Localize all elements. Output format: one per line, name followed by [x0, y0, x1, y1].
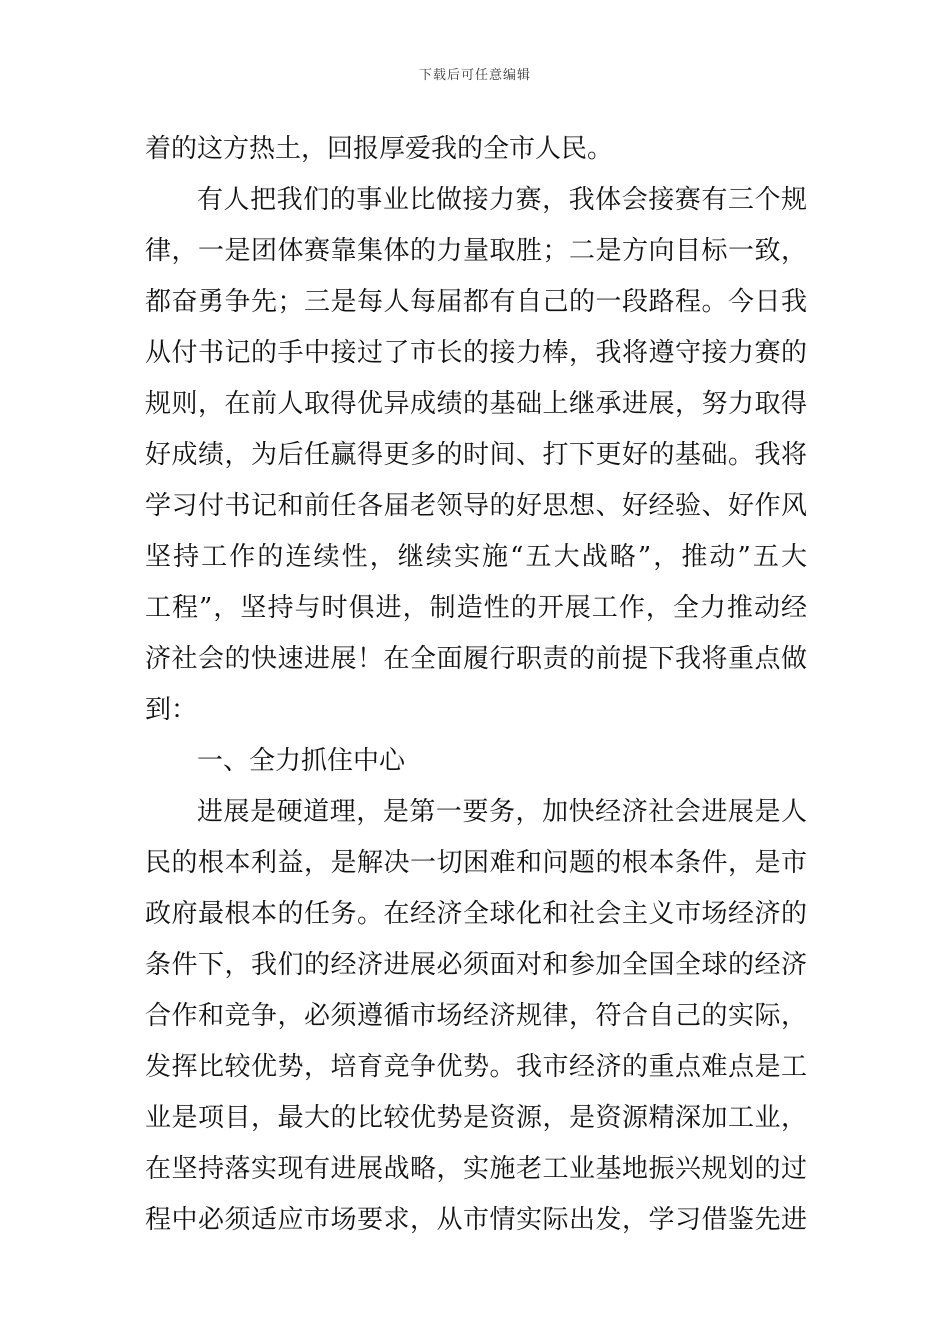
text-line: 学习付书记和前任各届老领导的好思想、好经验、好作风 [145, 491, 807, 521]
text-line: 济社会的快速进展！在全面履行职责的前提下我将重点做 [145, 644, 807, 674]
text-line: 坚持工作的连续性，继续实施“五大战略”，推动”五大 [145, 542, 807, 572]
text-line: 都奋勇争先；三是每人每届都有自己的一段路程。今日我 [145, 287, 807, 317]
text-line: 律，一是团体赛靠集体的力量取胜；二是方向目标一致， [145, 236, 807, 266]
text-line: 在坚持落实现有进展战略，实施老工业基地振兴规划的过 [145, 1154, 807, 1184]
text-line: 工程”，坚持与时俱进，制造性的开展工作，全力推动经 [145, 593, 807, 623]
text-line: 发挥比较优势，培育竞争优势。我市经济的重点难点是工 [145, 1052, 807, 1082]
text-line: 合作和竞争，必须遵循市场经济规律，符合自己的实际， [145, 1001, 807, 1031]
text-line: 到： [145, 695, 198, 725]
text-line: 从付书记的手中接过了市长的接力棒，我将遵守接力赛的 [145, 338, 807, 368]
text-line: 程中必须适应市场要求，从市情实际出发，学习借鉴先进 [145, 1205, 807, 1235]
text-line: 有人把我们的事业比做接力赛，我体会接赛有三个规 [197, 185, 807, 215]
text-line: 规则，在前人取得优异成绩的基础上继承进展，努力取得 [145, 389, 807, 419]
text-line: 进展是硬道理，是第一要务，加快经济社会进展是人 [197, 797, 807, 827]
text-line: 政府最根本的任务。在经济全球化和社会主义市场经济的 [145, 899, 807, 929]
text-line: 民的根本利益，是解决一切困难和问题的根本条件，是市 [145, 848, 807, 878]
text-line: 业是项目，最大的比较优势是资源，是资源精深加工业， [145, 1103, 807, 1133]
page-header: 下载后可任意编辑 [418, 68, 531, 83]
text-line: 好成绩，为后任赢得更多的时间、打下更好的基础。我将 [145, 440, 807, 470]
document-body [145, 124, 807, 1246]
text-line: 条件下，我们的经济进展必须面对和参加全国全球的经济 [145, 950, 807, 980]
text-line: 着的这方热土，回报厚爱我的全市人民。 [145, 134, 614, 164]
section-heading: 一、全力抓住中心 [197, 746, 406, 776]
